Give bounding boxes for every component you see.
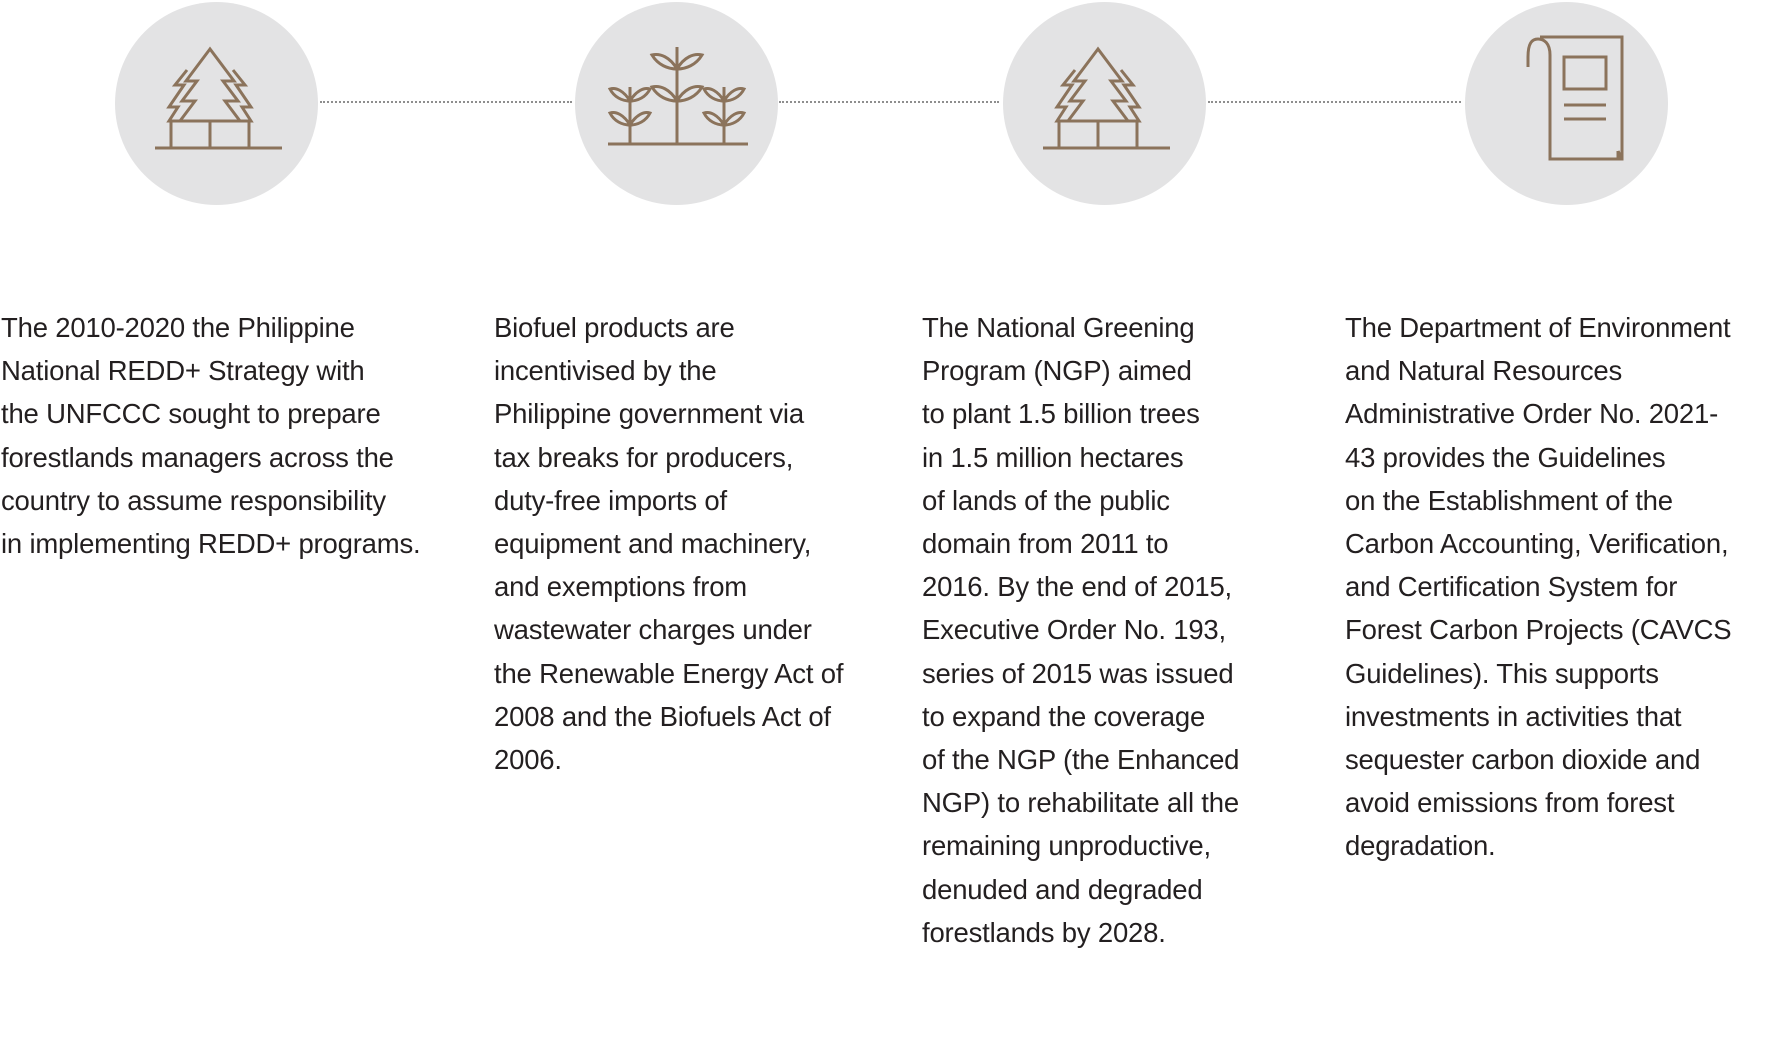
- step-1-circle: [115, 2, 318, 205]
- step-1-description: The 2010-2020 the Philippine National REDD+ Strategy with the UNFCCC sought to prepare forestlands managers across the country to assume responsibility in implementing REDD+ programs.: [1, 312, 421, 560]
- connector-2-3: [779, 101, 999, 103]
- step-2-circle: [575, 2, 778, 205]
- step-4-description: The Department of Environment and Natural Resources Administrative Order No. 2021- 43 provides the Guidelines on the Establishment of the Carbon Accounting, Verification, and Certification System for Forest Carbon Projects (CAVCS Guidelines). This supports investments in activities that sequester carbon dioxide and avoid emissions from forest degradation.: [1345, 312, 1732, 862]
- sprouting-plants-icon: [602, 29, 752, 179]
- forest-trees-icon: [142, 29, 292, 179]
- step-3-circle: [1003, 2, 1206, 205]
- step-2-description: Biofuel products are incentivised by the Philippine government via tax breaks for producers, duty-free imports of equipment and machinery, and exemptions from wastewater charges under the Renewable Energy Act of 2008 and the Biofuels Act of 2006.: [494, 312, 844, 776]
- document-book-icon: [1492, 29, 1642, 179]
- step-3-description: The National Greening Program (NGP) aimed to plant 1.5 billion trees in 1.5 million hectares of lands of the public domain from 2011 to 2016. By the end of 2015, Executive Order No. 193, series of 2015 was issued to expand the coverage of the NGP (the Enhanced NGP) to rehabilitate all the remaining unproductive, denuded and degraded forestlands by 2028.: [922, 312, 1240, 948]
- connector-1-2: [320, 101, 572, 103]
- step-4-circle: [1465, 2, 1668, 205]
- connector-3-4: [1208, 101, 1461, 103]
- forest-trees-icon: [1030, 29, 1180, 179]
